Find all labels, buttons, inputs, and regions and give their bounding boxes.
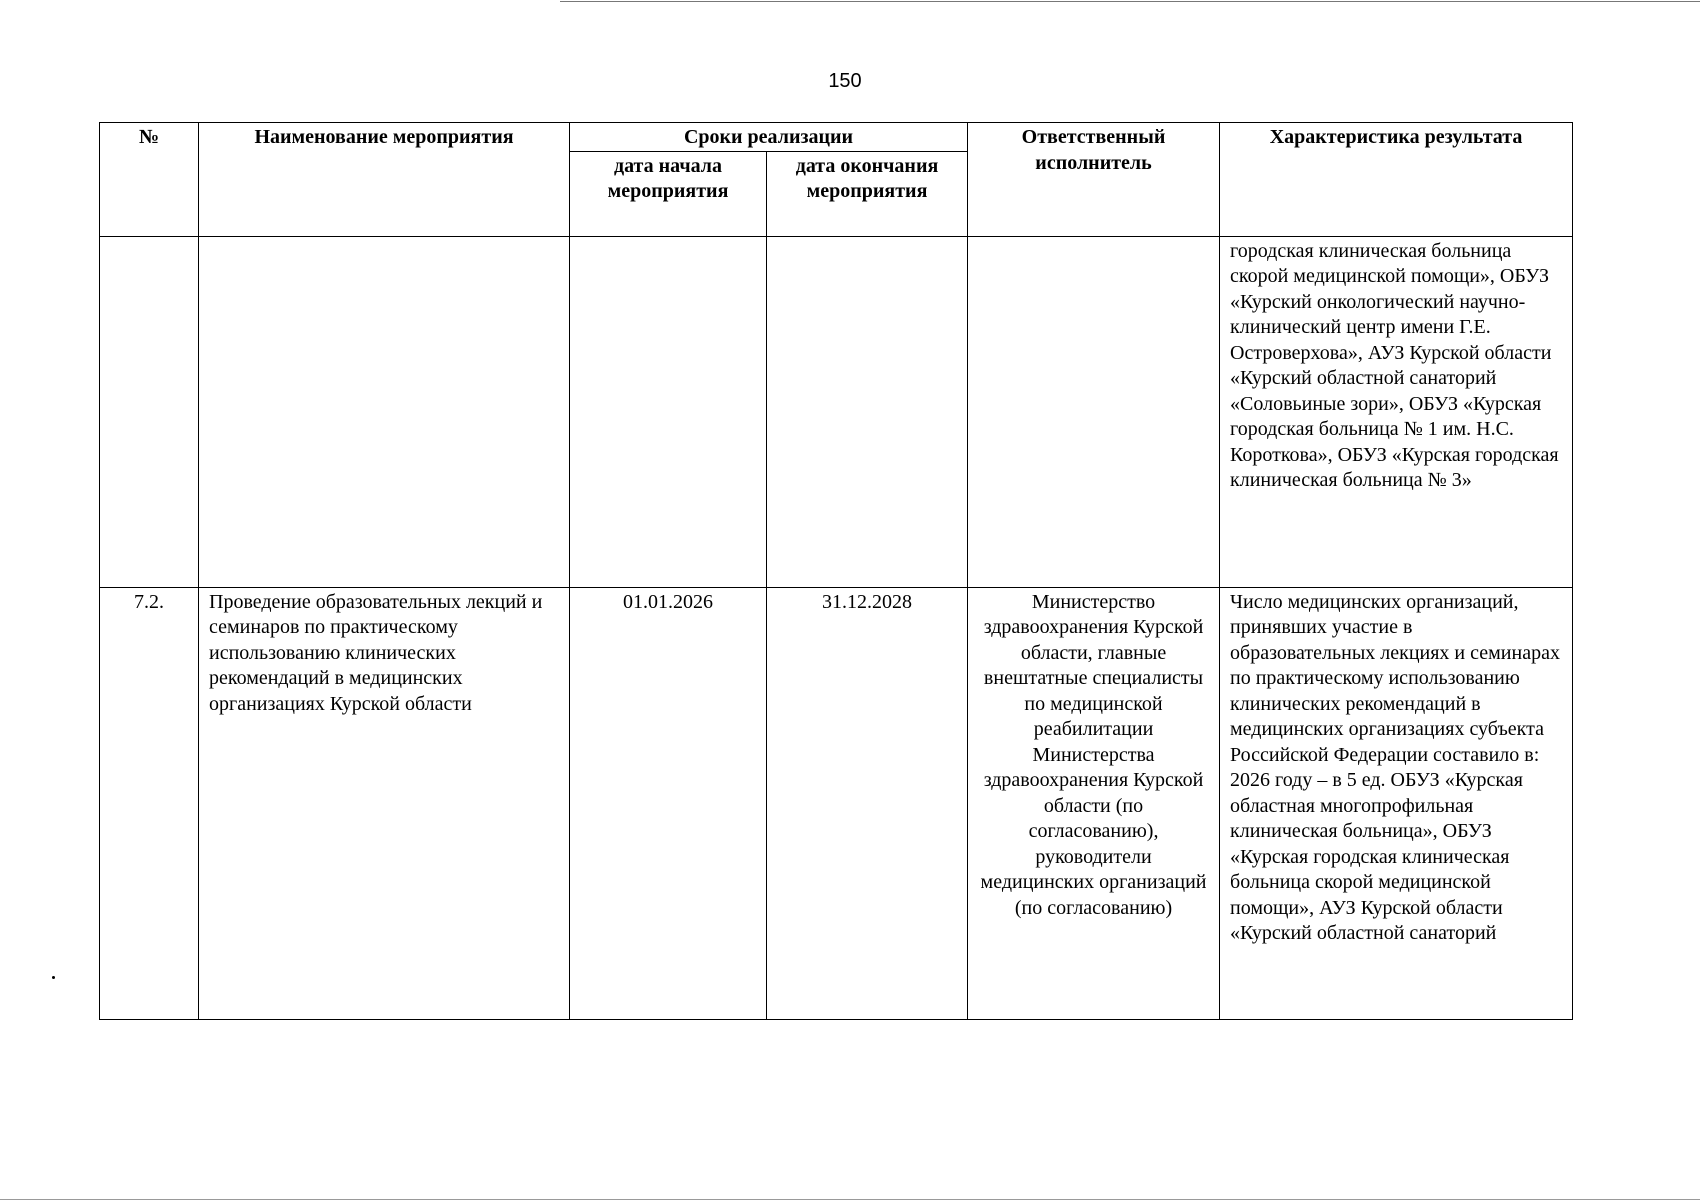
row-result: городская клиническая больница скорой медицинской помощи», ОБУЗ «Курский онкологический научно-клинический центр имени Г.Е. Островерхова», АУЗ Курской области «Курский областной санаторий «Соловьиные зори», ОБУЗ «Курская городская больница № 1 им. Н.С. Короткова», ОБУЗ «Курская городская клиническая больница № 3» — [1220, 236, 1573, 587]
scan-edge-top — [560, 1, 1700, 2]
row-date-end — [767, 236, 968, 587]
row-activity-name: Проведение образовательных лекций и семинаров по практическому использованию клинических рекомендаций в медицинских организациях Курской области — [199, 587, 570, 1019]
scan-speck — [52, 976, 55, 979]
page-number: 150 — [828, 70, 862, 92]
row-date-end: 31.12.2028 — [767, 587, 968, 1019]
row-responsible: Министерство здравоохранения Курской области, главные внештатные специалисты по медицинской реабилитации Министерства здравоохранения Курской области (по согласованию), руководители медицинских организаций (по согласованию) — [968, 587, 1220, 1019]
header-activity-name: Наименование мероприятия — [199, 123, 570, 237]
table-header-row — [100, 123, 1573, 152]
table-row — [100, 236, 1573, 587]
activities-table — [99, 122, 1573, 1020]
header-date-start: дата начала мероприятия — [570, 151, 767, 236]
row-number — [100, 236, 199, 587]
header-implementation-dates: Сроки реализации — [570, 123, 968, 152]
header-result: Характеристика результата — [1220, 123, 1573, 237]
row-date-start — [570, 236, 767, 587]
header-responsible: Ответственный исполнитель — [968, 123, 1220, 237]
row-result: Число медицинских организаций, принявших участие в образовательных лекциях и семинарах по практическому использованию клинических рекомендаций в медицинских организациях субъекта Российской Федерации составило в: 2026 году – в 5 ед. ОБУЗ «Курская областная многопрофильная клиническая больница», ОБУЗ «Курская городская клиническая больница скорой медицинской помощи», АУЗ Курской области «Курский областной санаторий — [1220, 587, 1573, 1019]
row-activity-name — [199, 236, 570, 587]
row-date-start: 01.01.2026 — [570, 587, 767, 1019]
row-responsible — [968, 236, 1220, 587]
table-row — [100, 587, 1573, 1019]
header-date-end: дата окончания мероприятия — [767, 151, 968, 236]
row-number: 7.2. — [100, 587, 199, 1019]
header-number: № — [100, 123, 199, 237]
